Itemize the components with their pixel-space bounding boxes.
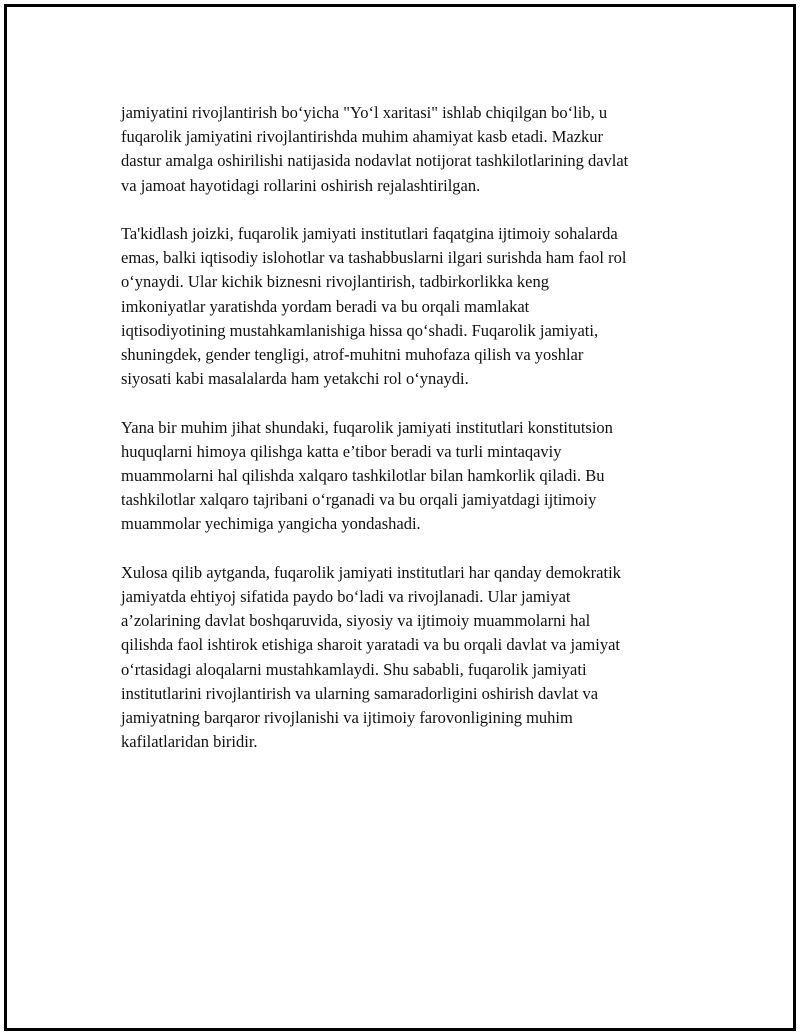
text-line: muammolar yechimiga yangicha yondashadi. [121,514,421,534]
text-line: a’zolarining davlat boshqaruvida, siyosiy va ijtimoiy muammolarni hal [121,611,591,631]
text-line: Xulosa qilib aytganda, fuqarolik jamiyati institutlari har qanday demokratik [121,562,621,582]
text-line: muammolarni hal qilishda xalqaro tashkilotlar bilan hamkorlik qiladi. Bu [121,466,605,486]
text-line: jamiyatini rivojlantirish bo‘yicha "Yo‘l xaritasi" ishlab chiqilgan bo‘lib, u [121,103,608,122]
text-line: fuqarolik jamiyatini rivojlantirishda muhim ahamiyat kasb etadi. Mazkur [121,127,604,147]
text-line: shuningdek, gender tengligi, atrof-muhitni muhofaza qilish va yoshlar [121,345,584,365]
text-line: o‘rtasidagi aloqalarni mustahkamlaydi. Shu sababli, fuqarolik jamiyati [121,659,587,679]
text-line: kafilatlaridan biridir. [121,732,258,752]
text-line: jamiyatda ehtiyoj sifatida paydo bo‘ladi va rivojlanadi. Ular jamiyat [121,587,571,607]
text-line: tashkilotlar xalqaro tajribani o‘rganadi va bu orqali jamiyatdagi ijtimoiy [121,490,597,510]
text-line: iqtisodiyotining mustahkamlanishiga hissa qo‘shadi. Fuqarolik jamiyati, [121,320,599,340]
paragraph-4 [121,561,701,755]
text-line: emas, balki iqtisodiy islohotlar va tashabbuslarni ilgari surishda ham faol rol [121,248,627,268]
text-line: siyosati kabi masalalarda ham yetakchi rol o‘ynaydi. [121,369,469,389]
text-line: qilishda faol ishtirok etishiga sharoit yaratadi va bu orqali davlat va jamiyat [121,635,620,655]
text-line: institutlarini rivojlantirish va ularning samaradorligini oshirish davlat va [121,683,599,703]
text-line: Yana bir muhim jihat shundaki, fuqarolik jamiyati institutlari konstitutsion [121,417,613,437]
document-body [121,101,701,779]
page-frame [4,4,796,1031]
text-line: imkoniyatlar yaratishda yordam beradi va bu orqali mamlakat [121,296,530,316]
text-line: jamiyatning barqaror rivojlanishi va ijtimoiy farovonligining muhim [121,708,573,728]
text-line: dastur amalga oshirilishi natijasida nodavlat notijorat tashkilotlarining davlat [121,151,629,171]
paragraph-3 [121,416,701,537]
text-line: o‘ynaydi. Ular kichik biznesni rivojlantirish, tadbirkorlikka keng [121,272,549,292]
paragraph-1 [121,101,701,198]
text-line: huquqlarni himoya qilishga katta e’tibor beradi va turli mintaqaviy [121,441,562,461]
text-line: Ta'kidlash joizki, fuqarolik jamiyati institutlari faqatgina ijtimoiy sohalarda [121,224,618,243]
text-line: va jamoat hayotidagi rollarini oshirish rejalashtirilgan. [121,175,481,195]
paragraph-2 [121,222,701,391]
